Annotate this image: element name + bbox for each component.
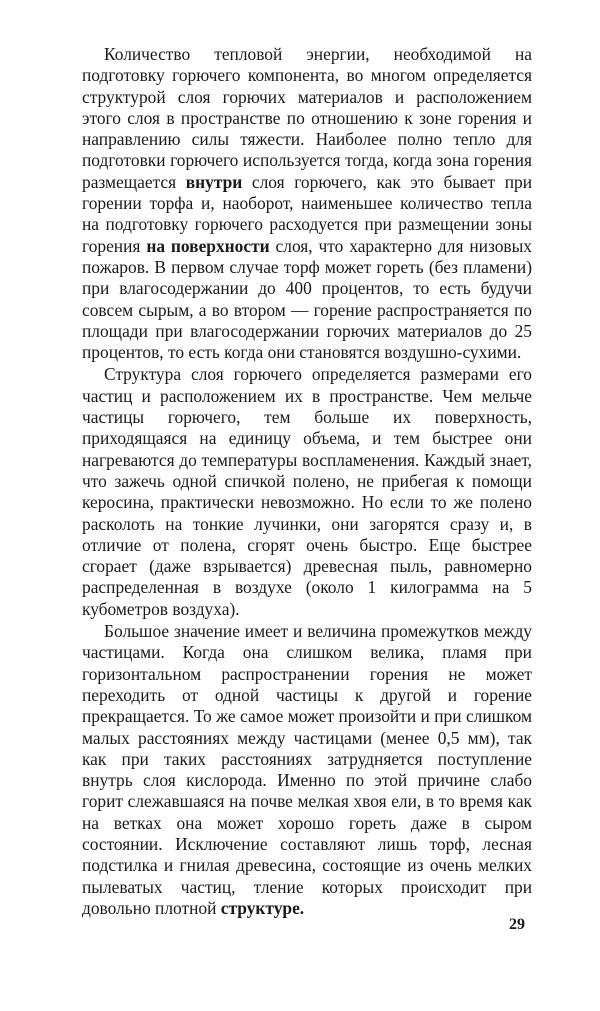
page-text-body: [82, 44, 532, 919]
paragraph-2: [82, 364, 532, 620]
paragraph-1-bold-na-poverkhnosti: на поверхности: [146, 235, 270, 256]
paragraph-3-text: Большое значение имеет и величина промежутков между частицами. Когда она слишком велика, пламя при горизонтальном распространении горения не может переходить от одной частицы к другой и горение прекращается. То же самое может произойти и при слишком малых расстояниях между частицами (менее 0,5 мм), так как при таких расстояниях затрудняется поступление внутрь слоя кислорода. Именно по этой причине слабо горит слежавшаяся на почве мелкая хвоя ели, в то время как на ветках она может хорошо гореть даже в сыром состоянии. Исключение составляют лишь торф, лесная подстилка и гнилая древесина, состоящие из очень мелких пылеватых частиц, тление которых происходит при довольно плотной: [82, 621, 532, 918]
paragraph-1: [82, 44, 532, 363]
paragraph-1-text-3: слоя, что характерно для низовых пожаров. В первом случае торф может гореть (без пламени) при влагосодержании до 400 процентов, то есть будучи совсем сырым, а во втором — горение распространяется по площади при влагосодержании горючих материалов до 25 процентов, то есть когда они становятся воздушно-сухими.: [82, 235, 533, 363]
paragraph-1-text-2: слоя горючего, как это бывает при горении торфа и, наоборот, наименьшее количество тепла на подготовку горючего расходуется при размещении зоны горения: [82, 171, 532, 256]
paragraph-1-text-1: Количество тепловой энергии, необходимой на подготовку горючего компонента, во многом определяется структурой слоя горючих материалов и расположением этого слоя в пространстве по отношению к зоне горения и направлению силы тяжести. Наиболее полно тепло для подготовки горючего используется тогда, когда зона горения размещается: [82, 44, 532, 192]
paragraph-1-bold-vnutri: внутри: [185, 171, 243, 192]
paragraph-3: [82, 621, 532, 919]
page-number: 29: [509, 916, 525, 933]
paragraph-3-bold-strukture: структуре.: [220, 897, 305, 918]
paragraph-2-text: Структура слоя горючего определяется размерами его частиц и расположением их в пространстве. Чем мельче частицы горючего, тем больше их поверхность, приходящаяся на единицу объема, и тем быстрее они нагреваются до температуры воспламенения. Каждый знает, что зажечь одной спичкой полено, не прибегая к помощи керосина, практически невозможно. Но если то же полено расколоть на тонкие лучинки, они загорятся сразу и, в отличие от полена, сгорят очень быстро. Еще быстрее сгорает (даже взрывается) древесная пыль, равномерно распределенная в воздухе (около 1 килограмма на 5 кубометров воздуха).: [82, 364, 532, 619]
